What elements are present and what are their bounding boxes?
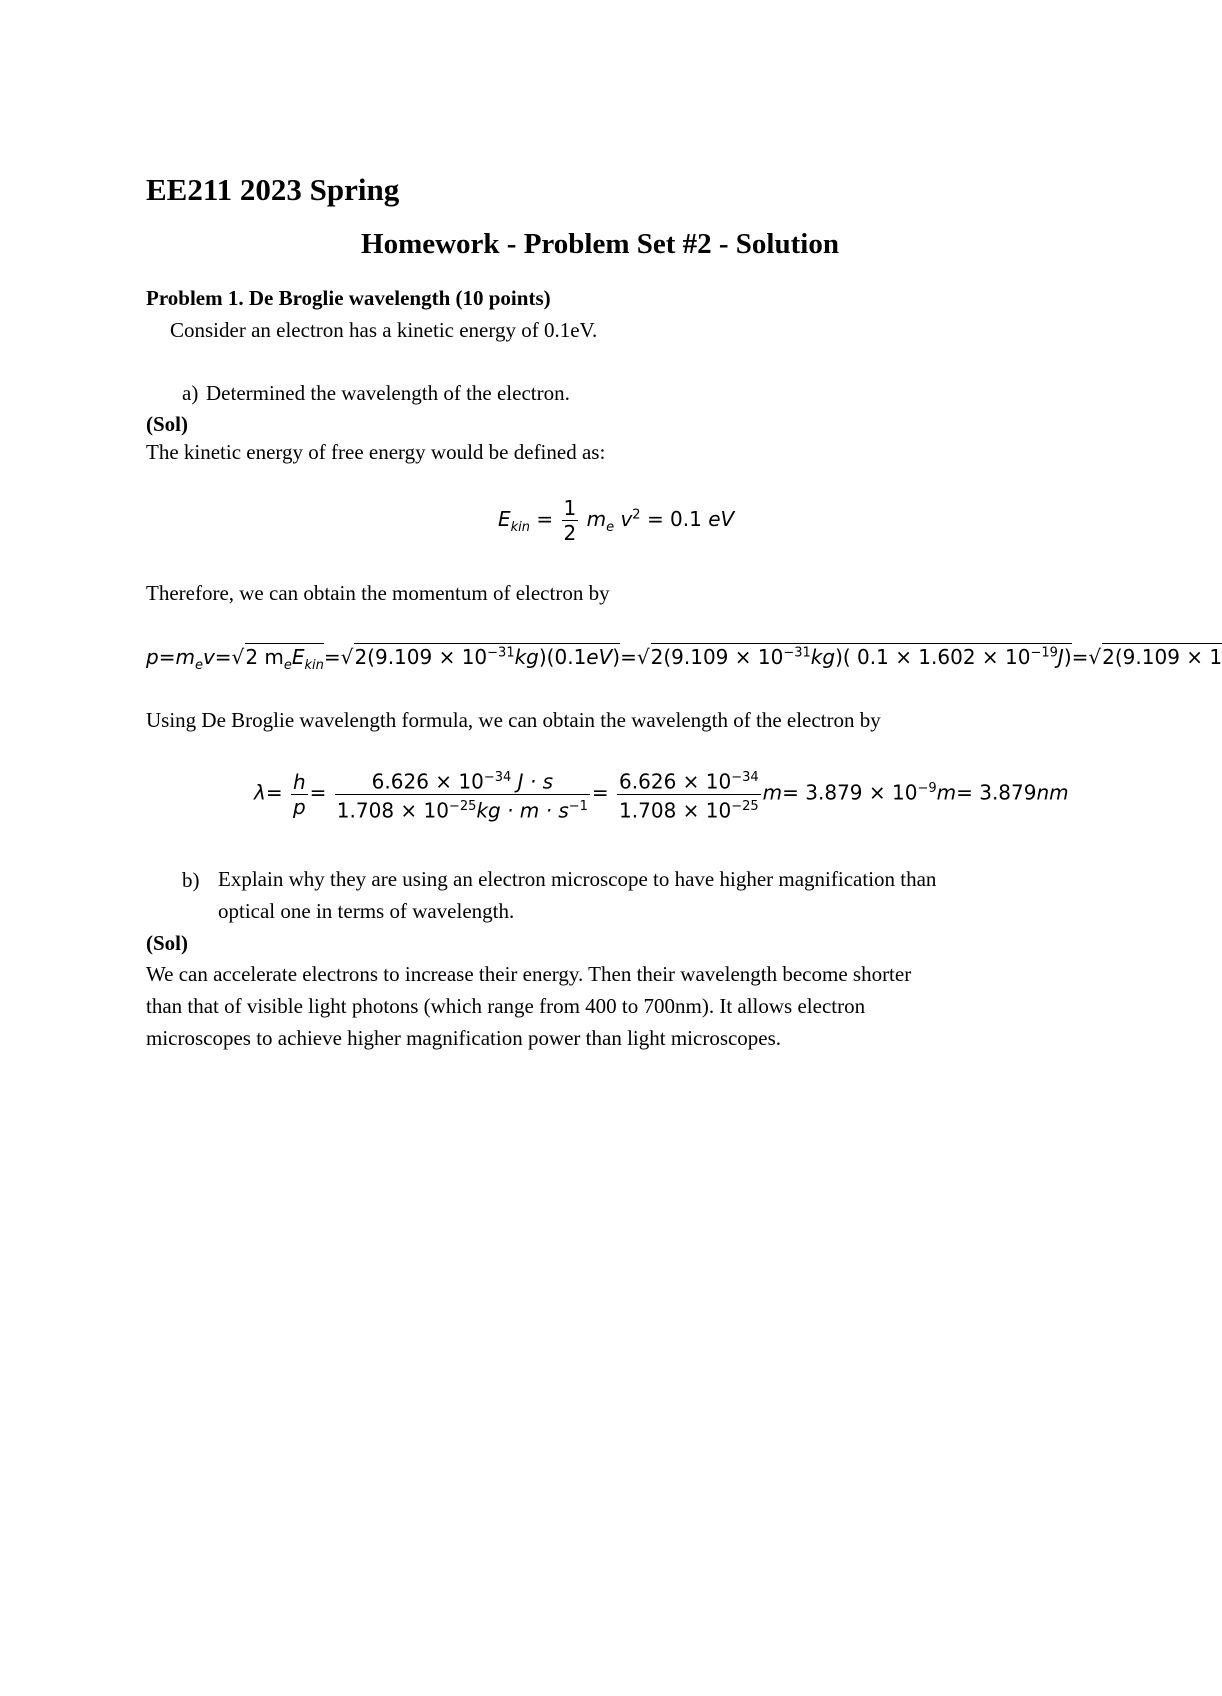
part-b-question-line-1: Explain why they are using an electron microscope to have higher magnification than xyxy=(218,867,937,891)
part-a-line-1: The kinetic energy of free energy would be defined as: xyxy=(146,440,606,464)
part-a-sol-label: (Sol) xyxy=(146,412,188,436)
part-b-answer-line-2: than that of visible light photons (which range from 400 to 700nm). It allows electron xyxy=(146,994,866,1018)
kinetic-energy-equation: $E_{kin}$ = $\frac{1}{2}$ $m_e$ $v^2 = 0.1$ eV xyxy=(498,496,735,545)
part-b-answer-line-3: microscopes to achieve higher magnification power than light microscopes. xyxy=(146,1026,782,1050)
wavelength-equation: λ= $\frac{h}{p}$ = $\frac{6.626 \times 10^{-34} J \cdot s}{1.708 \times 10^{-25}kg \cdot m \cdot s^{-1}}$ = $\frac{6.626 \times 10^{-34}}{1.708 \times 10^{-25}}$ $m= 3.879 \times 10^{-9}m= 3.879nm$ xyxy=(254,766,1069,822)
course-title: EE211 2023 Spring xyxy=(146,172,400,207)
problem-1-intro: Consider an electron has a kinetic energy of 0.1eV. xyxy=(170,318,598,342)
momentum-equation: $p=m_ev=√2$ $m_eE_{kin}=√2(9.109 \times 10^{-31}kg)(0.1eV)=√2(9.109 \times 10^{-31}kg)$( $0.1 \times 1.602 \times 10^{-19}J)=√2(9.109 \times 1$ xyxy=(146,645,1222,673)
part-a-question: Determined the wavelength of the electron. xyxy=(206,381,570,405)
part-b-marker: b) xyxy=(182,868,200,892)
part-a-line-3: Using De Broglie wavelength formula, we can obtain the wavelength of the electron by xyxy=(146,708,881,732)
part-b-sol-label: (Sol) xyxy=(146,931,188,955)
part-a-line-2: Therefore, we can obtain the momentum of electron by xyxy=(146,581,610,605)
part-a-marker: a) xyxy=(182,381,199,405)
problem-1-heading: Problem 1. De Broglie wavelength (10 points) xyxy=(146,286,551,310)
part-b-answer-line-1: We can accelerate electrons to increase their energy. Then their wavelength become shorter xyxy=(146,962,912,986)
part-b-question-line-2: optical one in terms of wavelength. xyxy=(218,899,515,923)
homework-title: Homework - Problem Set #2 - Solution xyxy=(361,228,839,260)
part-b-answer xyxy=(146,958,911,1054)
part-b-question xyxy=(218,863,936,927)
